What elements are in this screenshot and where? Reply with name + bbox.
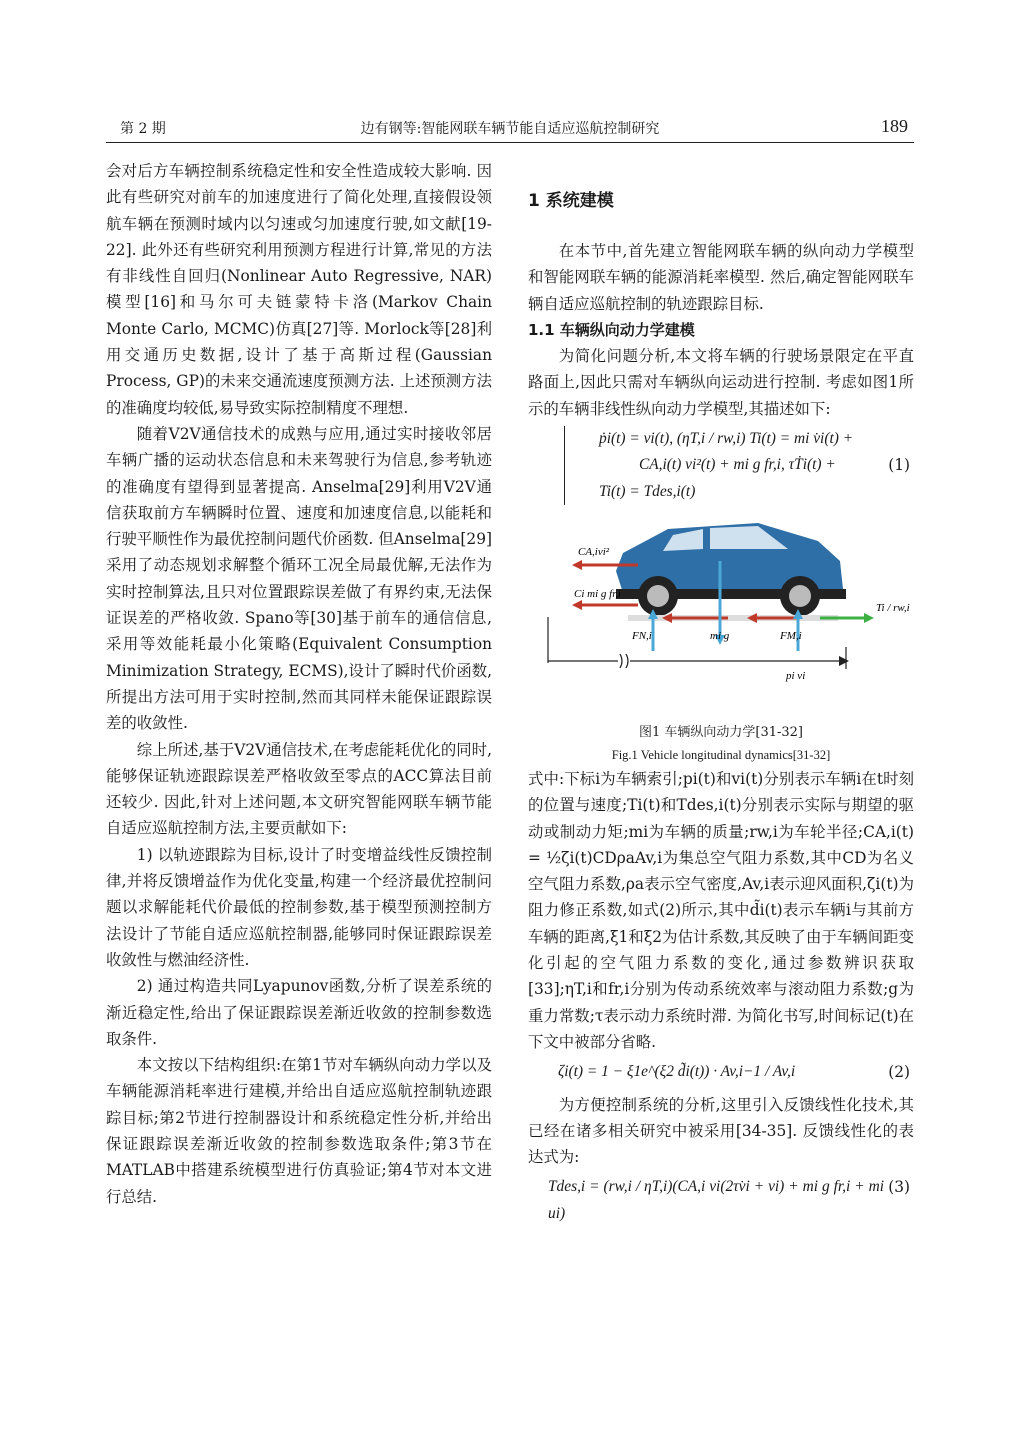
equation-3 bbox=[528, 1174, 914, 1227]
label-roll-resist: Ci mi g fr,i bbox=[574, 587, 622, 600]
paragraph: 为方便控制系统的分析,这里引入反馈线性化技术,其已经在诸多相关研究中被采用[34-35]. 反馈线性化的表达式为: bbox=[528, 1095, 914, 1167]
wheel-hub bbox=[789, 585, 811, 607]
label-air-drag: CA,ivi² bbox=[578, 545, 610, 558]
label-weight: mi g bbox=[710, 629, 730, 642]
figure-caption-cn: 图1 车辆纵向动力学[31-32] bbox=[638, 724, 804, 740]
figure-vehicle-dynamics bbox=[528, 511, 914, 716]
paragraph: 式中:下标i为车辆索引;pi(t)和vi(t)分别表示车辆i在t时刻的位置与速度;Ti(t)和Tdes,i(t)分别表示实际与期望的驱动或制动力矩;mi为车辆的质量;rw,i为车轮半径;CA,i(t) = ½ζi(t)CDρaAv,i为集总空气阻力系数,其中CD为名义空气阻力系数,ρa表示空气密度,Av,i表示迎风面积,ζi(t)为阻力修正系数,如式(2)所示,其中d̃i(t)表示车辆i与其前方车辆的距离,ξ1和ξ2为估计系数,其反映了由于车辆间距变化引起的空气阻力系数的变化,通过参数辨识获取[33];ηT,i和fr,i分别为传动系统效率与滚动阻力系数;g为重力常数;τ表示动力系统时滞. 为简化书写,时间标记(t)在下文中被部分省略. bbox=[528, 769, 914, 1051]
figure-caption-en: Fig.1 Vehicle longitudinal dynamics[31-32] bbox=[611, 747, 831, 762]
running-title: 边有钢等:智能网联车辆节能自适应巡航控制研究 bbox=[360, 121, 660, 137]
ground-shadow bbox=[628, 615, 838, 621]
equation-line: ṗi(t) = vi(t), (ηT,i / rw,i) Ti(t) = mi v̇i(t) + bbox=[599, 430, 854, 448]
paragraph: 本文按以下结构组织:在第1节对车辆纵向动力学以及车辆能源消耗率进行建模,并给出自适应巡航控制轨迹跟踪目标;第2节进行控制器设计和系统稳定性分析,并给出保证跟踪误差渐近收敛的控制参数选取条件;第3节在MATLAB中搭建系统模型进行仿真验证;第4节对本文进行总结. bbox=[106, 1056, 492, 1206]
label-normal-rear: FM,i bbox=[780, 629, 802, 642]
wheel-hub bbox=[647, 585, 669, 607]
left-column bbox=[106, 158, 492, 1210]
paragraph: 在本节中,首先建立智能网联车辆的纵向动力学模型和智能网联车辆的能源消耗率模型. 然后,确定智能网联车辆自适应巡航控制的轨迹跟踪目标. bbox=[528, 242, 914, 313]
paragraph: 会对后方车辆控制系统稳定性和安全性造成较大影响. 因此有些研究对前车的加速度进行了简化处理,直接假设领航车辆在预测时域内以匀速或匀加速度行驶,如文献[19-22]. 此外还有些研究利用预测方程进行计算,常见的方法有非线性自回归(Nonlinear Auto Regressive, NAR)模型[16]和马尔可夫链蒙特卡洛(Markov Chain Monte Carlo, MCMC)仿真[27]等. Morlock等[28]利用交通历史数据,设计了基于高斯过程(Gaussian Process, GP)的未来交通流速度预测方法. 上述预测方法的准确度均较低,易导致实际控制精度不理想. bbox=[106, 162, 492, 417]
equation-line: Ti(t) = Tdes,i(t) bbox=[599, 482, 696, 500]
arrow-head bbox=[572, 560, 582, 570]
arrow-head bbox=[572, 600, 582, 610]
paragraph: 2) 通过构造共同Lyapunov函数,分析了误差系统的渐近稳定性,给出了保证跟踪误差渐近收敛的控制参数选取条件. bbox=[106, 977, 492, 1048]
label-position: pi vi bbox=[786, 669, 806, 682]
right-column bbox=[528, 238, 914, 1233]
equation-number: (3) bbox=[888, 1178, 910, 1197]
label-torque: Ti / rw,i bbox=[876, 601, 910, 614]
page-number: 189 bbox=[881, 116, 908, 136]
paragraph: 综上所述,基于V2V通信技术,在考虑能耗优化的同时,能够保证轨迹跟踪误差严格收敛至零点的ACC算法目前还较少. 因此,针对上述问题,本文研究智能网联车辆节能自适应巡航控制方法,主要贡献如下: bbox=[106, 740, 492, 838]
paragraph: 随着V2V通信技术的成熟与应用,通过实时接收邻居车辆广播的运动状态信息和未来驾驶行为信息,参考轨迹的准确度有望得到显著提高. Anselma[29]利用V2V通信获取前方车辆瞬时位置、速度和加速度信息,以能耗和行驶平顺性作为最优控制问题代价函数. 但Anselma[29]采用了动态规划求解整个循环工况全局最优解,无法作为实时控制算法,且只对位置跟踪误差做了有界约束,无法保证误差的严格收敛. Spano等[30]基于前车的通信信息,采用等效能耗最小化策略(Equivalent Consumption Minimization Strategy, ECMS),设计了瞬时代价函数,所提出方法可用于实时控制,然而其同样未能保证跟踪误差的收敛性. bbox=[106, 424, 492, 733]
arrow-head bbox=[839, 656, 849, 666]
arrow-head bbox=[747, 613, 757, 623]
paragraph: 为简化问题分析,本文将车辆的行驶场景限定在平直路面上,因此只需对车辆纵向运动进行控制. 考虑如图1所示的车辆非线性纵向动力学模型,其描述如下: bbox=[528, 347, 914, 418]
issue-label: 第 2 期 bbox=[120, 121, 166, 137]
equation-2 bbox=[528, 1059, 914, 1085]
paragraph: 1) 以轨迹跟踪为目标,设计了时变增益线性反馈控制律,并将反馈增益作为优化变量,构建一个经济最优控制问题以求解能耗代价最低的控制参数,基于模型预测控制方法设计了节能自适应巡航控制器,能够同时保证跟踪误差收敛性与燃油经济性. bbox=[106, 845, 492, 969]
label-normal-front: FN,i bbox=[632, 629, 652, 642]
axis-break bbox=[620, 654, 628, 668]
equation-number: (2) bbox=[888, 1063, 910, 1082]
equation-line: CA,i(t) vi²(t) + mi g fr,i, τṪi(t) + bbox=[639, 456, 836, 474]
equation-1 bbox=[564, 426, 914, 505]
subsection-title: 1.1 车辆纵向动力学建模 bbox=[528, 320, 695, 339]
vehicle-diagram bbox=[528, 511, 914, 716]
equation-number: (1) bbox=[888, 456, 910, 475]
equation-line: ζi(t) = 1 − ξ1e^(ξ2 d̃i(t)) · Av,i−1 / Av,i bbox=[558, 1063, 796, 1081]
arrow-head bbox=[864, 613, 874, 623]
section-title: 1 系统建模 bbox=[528, 191, 614, 211]
equation-line: Tdes,i = (rw,i / ηT,i)(CA,i vi(2τv̇i + vi) + mi g fr,i + mi ui) bbox=[548, 1178, 884, 1222]
page-header bbox=[106, 110, 914, 143]
